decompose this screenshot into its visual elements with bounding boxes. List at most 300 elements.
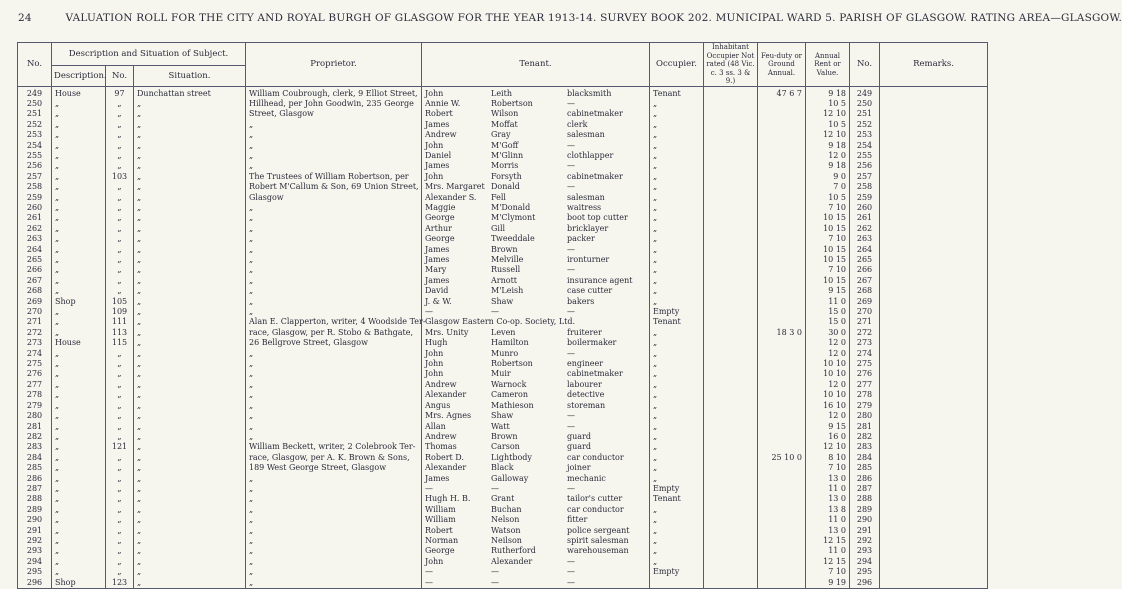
tenant-surname: Grant xyxy=(491,494,515,504)
occupier-cell: „ xyxy=(650,151,704,161)
tenant-trade: — xyxy=(567,307,575,317)
feu-duty-cell xyxy=(758,317,806,327)
feu-duty-cell xyxy=(758,265,806,275)
occupier-cell xyxy=(650,578,704,589)
entry-number-right: 259 xyxy=(850,193,880,203)
entry-number: 285 xyxy=(18,463,52,473)
table-row xyxy=(18,224,988,234)
annual-value-cell: 11 0 xyxy=(806,546,850,556)
tenant-trade: police sergeant xyxy=(567,525,630,535)
entry-number-right: 271 xyxy=(850,317,880,327)
street-number-cell: „ xyxy=(106,182,134,192)
tenant-surname: — xyxy=(491,307,499,317)
occupier-cell: Tenant xyxy=(650,494,704,504)
inhabitant-cell xyxy=(704,317,758,327)
table-row xyxy=(18,172,988,182)
entry-number-right: 292 xyxy=(850,536,880,546)
tenant-surname: Buchan xyxy=(491,504,522,514)
entry-number: 277 xyxy=(18,380,52,390)
description-cell: „ xyxy=(52,99,106,109)
tenant-cell xyxy=(422,442,650,452)
tenant-trade: — xyxy=(567,421,575,431)
table-row xyxy=(18,151,988,161)
remarks-cell xyxy=(880,255,988,265)
annual-value-cell: 13 0 xyxy=(806,526,850,536)
tenant-first-name: James xyxy=(425,161,450,171)
description-cell: „ xyxy=(52,120,106,130)
annual-value-cell: 10 15 xyxy=(806,245,850,255)
situation-cell: „ xyxy=(134,286,246,296)
tenant-first-name: — xyxy=(425,567,433,577)
remarks-cell xyxy=(880,99,988,109)
remarks-cell xyxy=(880,422,988,432)
description-cell: „ xyxy=(52,453,106,463)
tenant-trade: labourer xyxy=(567,379,602,389)
valuation-roll-table xyxy=(17,42,988,589)
situation-cell: „ xyxy=(134,193,246,203)
situation-cell: „ xyxy=(134,515,246,525)
feu-duty-cell xyxy=(758,203,806,213)
table-row xyxy=(18,526,988,536)
situation-cell: „ xyxy=(134,484,246,494)
street-number-cell: 103 xyxy=(106,172,134,182)
feu-duty-cell xyxy=(758,130,806,140)
entry-number-right: 294 xyxy=(850,557,880,567)
tenant-first-name: James xyxy=(425,473,450,483)
table-row xyxy=(18,317,988,327)
tenant-trade: tailor's cutter xyxy=(567,494,623,504)
description-cell: House xyxy=(52,86,106,99)
street-number-cell: 109 xyxy=(106,307,134,317)
situation-cell: „ xyxy=(134,359,246,369)
tenant-first-name: Arthur xyxy=(425,223,452,233)
tenant-trade: joiner xyxy=(567,463,591,473)
occupier-cell: „ xyxy=(650,432,704,442)
tenant-trade: guard xyxy=(567,431,591,441)
inhabitant-cell xyxy=(704,86,758,99)
situation-cell: „ xyxy=(134,245,246,255)
situation-cell: „ xyxy=(134,213,246,223)
remarks-cell xyxy=(880,120,988,130)
annual-value-cell: 10 15 xyxy=(806,255,850,265)
tenant-trade: insurance agent xyxy=(567,275,633,285)
street-number-cell: 97 xyxy=(106,86,134,99)
entry-number-right: 257 xyxy=(850,172,880,182)
description-cell: „ xyxy=(52,515,106,525)
table-row xyxy=(18,297,988,307)
entry-number-right: 293 xyxy=(850,546,880,556)
description-cell: „ xyxy=(52,224,106,234)
tenant-surname: Gill xyxy=(491,223,506,233)
occupier-cell: „ xyxy=(650,505,704,515)
tenant-trade: car conductor xyxy=(567,452,624,462)
street-number-cell: „ xyxy=(106,193,134,203)
remarks-cell xyxy=(880,234,988,244)
entry-number: 294 xyxy=(18,557,52,567)
table-row xyxy=(18,442,988,452)
occupier-cell: „ xyxy=(650,297,704,307)
table-row xyxy=(18,578,988,589)
street-number-cell: „ xyxy=(106,453,134,463)
entry-number: 251 xyxy=(18,109,52,119)
annual-value-cell: 10 10 xyxy=(806,369,850,379)
remarks-cell xyxy=(880,317,988,327)
feu-duty-cell xyxy=(758,557,806,567)
street-number-cell: „ xyxy=(106,536,134,546)
column-header-proprietor: Proprietor. xyxy=(246,43,422,87)
entry-number-right: 285 xyxy=(850,463,880,473)
column-header-remarks: Remarks. xyxy=(880,43,988,87)
description-cell: „ xyxy=(52,161,106,171)
occupier-cell: „ xyxy=(650,369,704,379)
table-row xyxy=(18,141,988,151)
tenant-cell xyxy=(422,141,650,151)
situation-cell: „ xyxy=(134,401,246,411)
street-number-cell: „ xyxy=(106,161,134,171)
feu-duty-cell xyxy=(758,151,806,161)
remarks-cell xyxy=(880,369,988,379)
description-cell: „ xyxy=(52,380,106,390)
annual-value-cell: 10 15 xyxy=(806,213,850,223)
entry-number: 253 xyxy=(18,130,52,140)
description-cell: „ xyxy=(52,151,106,161)
inhabitant-cell xyxy=(704,151,758,161)
remarks-cell xyxy=(880,484,988,494)
tenant-trade: — xyxy=(567,411,575,421)
annual-value-cell: 12 0 xyxy=(806,151,850,161)
occupier-cell: „ xyxy=(650,546,704,556)
inhabitant-cell xyxy=(704,203,758,213)
street-number-cell: „ xyxy=(106,203,134,213)
remarks-cell xyxy=(880,109,988,119)
street-number-cell: „ xyxy=(106,99,134,109)
description-cell: „ xyxy=(52,401,106,411)
street-number-cell: „ xyxy=(106,484,134,494)
situation-cell: „ xyxy=(134,172,246,182)
description-cell: „ xyxy=(52,203,106,213)
entry-number: 262 xyxy=(18,224,52,234)
table-row xyxy=(18,432,988,442)
entry-number: 283 xyxy=(18,442,52,452)
entry-number: 269 xyxy=(18,297,52,307)
proprietor-cell: „ xyxy=(246,151,422,161)
tenant-surname: Mathieson xyxy=(491,400,534,410)
inhabitant-cell xyxy=(704,234,758,244)
remarks-cell xyxy=(880,505,988,515)
entry-number: 250 xyxy=(18,99,52,109)
street-number-cell: „ xyxy=(106,463,134,473)
entry-number-right: 274 xyxy=(850,349,880,359)
table-row xyxy=(18,161,988,171)
tenant-cell xyxy=(422,567,650,577)
tenant-cell xyxy=(422,297,650,307)
inhabitant-cell xyxy=(704,213,758,223)
tenant-first-name: Allan xyxy=(425,421,446,431)
description-cell: „ xyxy=(52,255,106,265)
entry-number-right: 281 xyxy=(850,422,880,432)
tenant-cell xyxy=(422,161,650,171)
entry-number: 291 xyxy=(18,526,52,536)
tenant-first-name: Mary xyxy=(425,265,447,275)
tenant-trade: — xyxy=(567,348,575,358)
tenant-surname: — xyxy=(491,577,499,587)
entry-number-right: 273 xyxy=(850,338,880,348)
feu-duty-cell xyxy=(758,515,806,525)
tenant-surname: Alexander xyxy=(491,556,533,566)
proprietor-cell: „ xyxy=(246,474,422,484)
table-row xyxy=(18,390,988,400)
annual-value-cell: 9 18 xyxy=(806,86,850,99)
inhabitant-cell xyxy=(704,349,758,359)
entry-number-right: 249 xyxy=(850,86,880,99)
inhabitant-cell xyxy=(704,328,758,338)
occupier-cell: „ xyxy=(650,245,704,255)
table-row xyxy=(18,536,988,546)
tenant-trade: — xyxy=(567,182,575,192)
street-number-cell: „ xyxy=(106,422,134,432)
occupier-cell: „ xyxy=(650,182,704,192)
situation-cell: „ xyxy=(134,276,246,286)
annual-value-cell: 8 10 xyxy=(806,453,850,463)
remarks-cell xyxy=(880,494,988,504)
inhabitant-cell xyxy=(704,515,758,525)
tenant-surname: Muir xyxy=(491,369,511,379)
entry-number-right: 251 xyxy=(850,109,880,119)
inhabitant-cell xyxy=(704,442,758,452)
feu-duty-cell xyxy=(758,161,806,171)
inhabitant-cell xyxy=(704,276,758,286)
tenant-surname: Gray xyxy=(491,130,511,140)
feu-duty-cell xyxy=(758,567,806,577)
inhabitant-cell xyxy=(704,297,758,307)
entry-number: 256 xyxy=(18,161,52,171)
occupier-cell: „ xyxy=(650,453,704,463)
tenant-surname: Rutherford xyxy=(491,546,536,556)
entry-number: 287 xyxy=(18,484,52,494)
annual-value-cell: 12 10 xyxy=(806,442,850,452)
tenant-first-name: John xyxy=(425,369,444,379)
situation-cell: „ xyxy=(134,203,246,213)
proprietor-cell: 26 Bellgrove Street, Glasgow xyxy=(246,338,422,348)
feu-duty-cell xyxy=(758,442,806,452)
tenant-surname: M'Clymont xyxy=(491,213,536,223)
remarks-cell xyxy=(880,203,988,213)
inhabitant-cell xyxy=(704,161,758,171)
situation-cell: Dunchattan street xyxy=(134,86,246,99)
feu-duty-cell xyxy=(758,120,806,130)
inhabitant-cell xyxy=(704,422,758,432)
situation-cell: „ xyxy=(134,182,246,192)
tenant-surname: Melville xyxy=(491,255,524,264)
situation-cell: „ xyxy=(134,505,246,515)
table-row xyxy=(18,567,988,577)
table-row xyxy=(18,557,988,567)
tenant-trade: storeman xyxy=(567,400,606,410)
column-header-description-group: Description and Situation of Subject. xyxy=(52,43,246,66)
situation-cell: „ xyxy=(134,99,246,109)
occupier-cell: „ xyxy=(650,390,704,400)
description-cell: „ xyxy=(52,130,106,140)
occupier-cell: „ xyxy=(650,172,704,182)
remarks-cell xyxy=(880,411,988,421)
occupier-cell: „ xyxy=(650,338,704,348)
tenant-trade: fitter xyxy=(567,515,588,525)
annual-value-cell: 11 0 xyxy=(806,484,850,494)
description-cell: „ xyxy=(52,276,106,286)
tenant-first-name: Mrs. Margaret xyxy=(425,182,485,192)
entry-number-right: 268 xyxy=(850,286,880,296)
tenant-first-name: Maggie xyxy=(425,202,456,212)
column-header-tenant: Tenant. xyxy=(422,43,650,87)
entry-number-right: 283 xyxy=(850,442,880,452)
entry-number: 281 xyxy=(18,422,52,432)
tenant-first-name: Thomas xyxy=(425,442,457,452)
column-header-sub-no: No. xyxy=(106,66,134,86)
entry-number-right: 275 xyxy=(850,359,880,369)
remarks-cell xyxy=(880,213,988,223)
occupier-cell: „ xyxy=(650,161,704,171)
feu-duty-cell xyxy=(758,578,806,589)
entry-number: 274 xyxy=(18,349,52,359)
tenant-trade: spirit salesman xyxy=(567,535,629,545)
table-row xyxy=(18,182,988,192)
description-cell: „ xyxy=(52,109,106,119)
annual-value-cell: 9 15 xyxy=(806,286,850,296)
situation-cell: „ xyxy=(134,120,246,130)
tenant-trade: cabinetmaker xyxy=(567,109,623,119)
tenant-surname: M'Leish xyxy=(491,286,524,296)
entry-number-right: 260 xyxy=(850,203,880,213)
tenant-trade: — xyxy=(567,483,575,493)
street-number-cell: „ xyxy=(106,505,134,515)
table-row xyxy=(18,130,988,140)
entry-number: 271 xyxy=(18,317,52,327)
tenant-cell xyxy=(422,422,650,432)
situation-cell: „ xyxy=(134,380,246,390)
table-row xyxy=(18,245,988,255)
inhabitant-cell xyxy=(704,463,758,473)
tenant-first-name: William xyxy=(425,515,456,525)
feu-duty-cell xyxy=(758,390,806,400)
street-number-cell: „ xyxy=(106,411,134,421)
table-row xyxy=(18,255,988,265)
occupier-cell: Tenant xyxy=(650,86,704,99)
description-cell: „ xyxy=(52,369,106,379)
annual-value-cell: 10 15 xyxy=(806,224,850,234)
proprietor-cell: „ xyxy=(246,297,422,307)
description-cell: „ xyxy=(52,463,106,473)
entry-number-right: 269 xyxy=(850,297,880,307)
remarks-cell xyxy=(880,141,988,151)
entry-number-right: 255 xyxy=(850,151,880,161)
tenant-first-name: Robert xyxy=(425,525,453,535)
street-number-cell: „ xyxy=(106,546,134,556)
inhabitant-cell xyxy=(704,567,758,577)
remarks-cell xyxy=(880,224,988,234)
occupier-cell: „ xyxy=(650,276,704,286)
situation-cell: „ xyxy=(134,328,246,338)
description-cell: Shop xyxy=(52,297,106,307)
proprietor-cell: „ xyxy=(246,141,422,151)
entry-number-right: 284 xyxy=(850,453,880,463)
tenant-cell xyxy=(422,328,650,338)
tenant-trade: bakers xyxy=(567,296,595,306)
tenant-surname: M'Glinn xyxy=(491,150,524,160)
table-row xyxy=(18,463,988,473)
tenant-first-name: John xyxy=(425,171,444,181)
proprietor-cell: „ xyxy=(246,349,422,359)
tenant-cell xyxy=(422,401,650,411)
tenant-surname: Warnock xyxy=(491,379,527,389)
annual-value-cell: 13 0 xyxy=(806,494,850,504)
occupier-cell: „ xyxy=(650,463,704,473)
inhabitant-cell xyxy=(704,255,758,265)
inhabitant-cell xyxy=(704,307,758,317)
inhabitant-cell xyxy=(704,401,758,411)
situation-cell: „ xyxy=(134,317,246,327)
inhabitant-cell xyxy=(704,494,758,504)
entry-number: 290 xyxy=(18,515,52,525)
remarks-cell xyxy=(880,453,988,463)
annual-value-cell: 7 10 xyxy=(806,567,850,577)
tenant-trade: boilermaker xyxy=(567,338,617,348)
entry-number: 272 xyxy=(18,328,52,338)
tenant-cell xyxy=(422,286,650,296)
tenant-cell xyxy=(422,338,650,348)
tenant-cell xyxy=(422,203,650,213)
tenant-trade: bricklayer xyxy=(567,223,609,233)
tenant-first-name: — xyxy=(425,483,433,493)
remarks-cell xyxy=(880,130,988,140)
tenant-cell xyxy=(422,526,650,536)
remarks-cell xyxy=(880,245,988,255)
inhabitant-cell xyxy=(704,120,758,130)
occupier-cell: „ xyxy=(650,557,704,567)
description-cell: „ xyxy=(52,390,106,400)
annual-value-cell: 30 0 xyxy=(806,328,850,338)
tenant-first-name: David xyxy=(425,286,449,296)
tenant-trade: — xyxy=(567,140,575,150)
situation-cell: „ xyxy=(134,369,246,379)
remarks-cell xyxy=(880,442,988,452)
situation-cell: „ xyxy=(134,390,246,400)
tenant-trade: — xyxy=(567,161,575,171)
proprietor-cell: „ xyxy=(246,213,422,223)
table-row xyxy=(18,380,988,390)
street-number-cell: 115 xyxy=(106,338,134,348)
street-number-cell: „ xyxy=(106,245,134,255)
tenant-surname: Wilson xyxy=(491,109,519,119)
tenant-surname: Neilson xyxy=(491,535,522,545)
proprietor-cell: The Trustees of William Robertson, per xyxy=(246,172,422,182)
tenant-cell xyxy=(422,359,650,369)
annual-value-cell: 15 0 xyxy=(806,307,850,317)
inhabitant-cell xyxy=(704,380,758,390)
proprietor-cell: „ xyxy=(246,307,422,317)
feu-duty-cell xyxy=(758,276,806,286)
tenant-first-name: Robert xyxy=(425,109,453,119)
inhabitant-cell xyxy=(704,578,758,589)
tenant-trade: detective xyxy=(567,390,605,400)
street-number-cell: „ xyxy=(106,494,134,504)
proprietor-cell: „ xyxy=(246,578,422,589)
tenant-first-name: George xyxy=(425,234,455,244)
street-number-cell: „ xyxy=(106,130,134,140)
tenant-cell xyxy=(422,224,650,234)
tenant-surname: Brown xyxy=(491,244,518,254)
occupier-cell: „ xyxy=(650,401,704,411)
feu-duty-cell xyxy=(758,401,806,411)
